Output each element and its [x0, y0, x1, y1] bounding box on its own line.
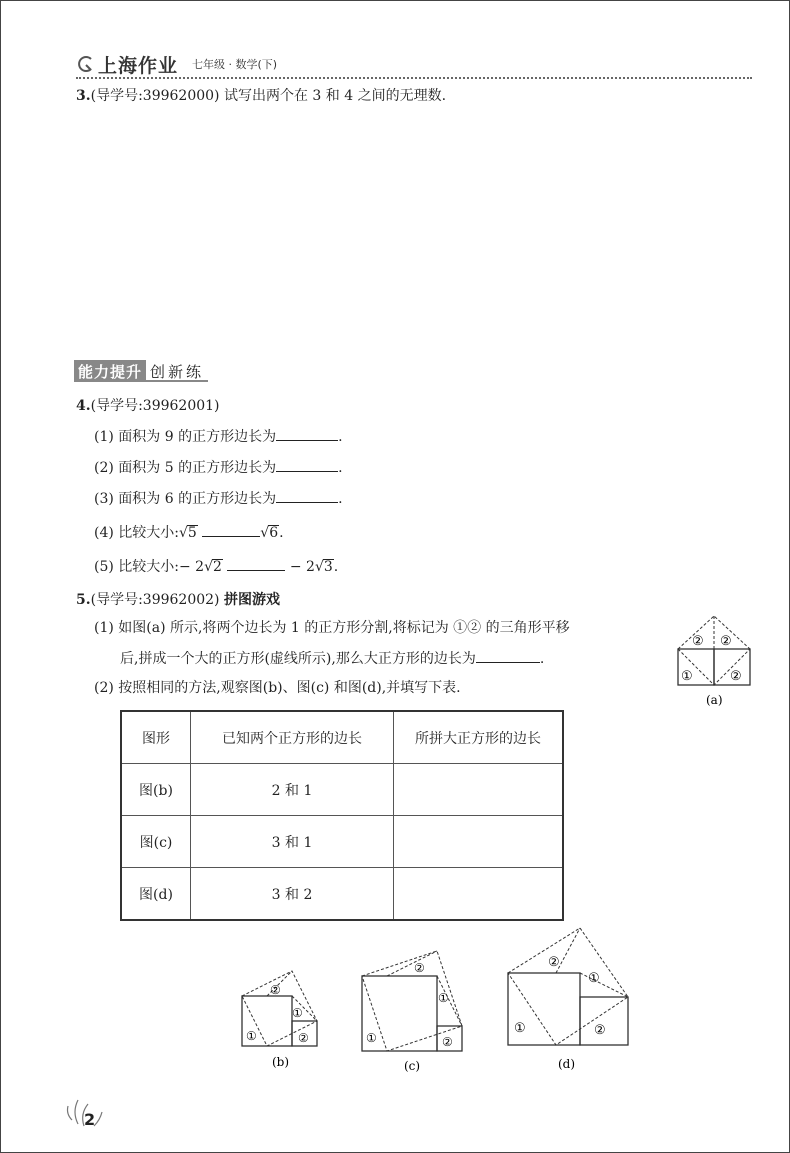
question-number: 5.: [76, 592, 91, 608]
question-text: (导学号:39962000) 试写出两个在 3 和 4 之间的无理数.: [90, 88, 447, 104]
table-header: 图形: [121, 711, 191, 764]
answer-cell[interactable]: [394, 764, 564, 816]
logo-icon: [76, 55, 94, 73]
mark-2: ②: [298, 1031, 309, 1045]
header: [76, 50, 277, 78]
answer-blank[interactable]: [276, 457, 338, 472]
figure-c: [356, 950, 468, 1076]
mark-1: ①: [366, 1031, 377, 1045]
question-text: (导学号:39962001): [90, 398, 220, 414]
mark-1: ①: [681, 669, 693, 684]
table-cell: 图(d): [121, 868, 191, 921]
table-header-row: [121, 711, 563, 764]
figure-caption: (a): [706, 693, 723, 707]
answer-cell[interactable]: [394, 816, 564, 868]
figure-caption: (d): [558, 1057, 576, 1071]
q5-part2: (2) 按照相同的方法,观察图(b)、图(c) 和图(d),并填写下表.: [94, 680, 461, 696]
figure-d: [502, 926, 632, 1076]
page-number: 2: [84, 1110, 96, 1129]
table-header: 所拼大正方形的边长: [394, 711, 564, 764]
mark-1: ①: [514, 1021, 526, 1036]
q4-item-2: (2) 面积为 5 的正方形边长为 .: [94, 457, 343, 478]
figure-a: [672, 612, 756, 708]
figure-b: [236, 970, 326, 1076]
mark-2: ②: [270, 983, 281, 997]
question-title: 拼图游戏: [223, 592, 280, 608]
question-text: (导学号:39962002): [90, 592, 220, 608]
answer-blank[interactable]: [276, 426, 338, 441]
brand-title: 上海作业: [98, 54, 179, 77]
mark-2: ②: [730, 669, 742, 684]
answer-blank[interactable]: [202, 522, 260, 537]
q4-item-3: (3) 面积为 6 的正方形边长为 .: [94, 488, 343, 509]
question-5: [76, 590, 280, 610]
mark-2: ②: [414, 961, 425, 975]
answer-cell[interactable]: [394, 868, 564, 921]
table-row: [121, 816, 563, 868]
section-title-right: 创新练: [146, 360, 208, 382]
section-banner: [74, 360, 234, 382]
question-number: 3.: [76, 88, 91, 104]
mark-2: ②: [720, 634, 732, 649]
table-row: [121, 764, 563, 816]
answer-blank[interactable]: [227, 556, 285, 571]
table-cell: 图(b): [121, 764, 191, 816]
mark-1: ①: [292, 1006, 303, 1020]
q4-item-4: (4) 比较大小:√5 √6.: [94, 522, 284, 543]
answer-blank[interactable]: [276, 488, 338, 503]
table-row: [121, 868, 563, 921]
table-cell: 3 和 2: [191, 868, 394, 921]
table-cell: 图(c): [121, 816, 191, 868]
q5-part1-line2: 后,拼成一个大的正方形(虚线所示),那么大正方形的边长为 .: [120, 648, 544, 669]
mark-1: ①: [246, 1029, 257, 1043]
mark-1: ①: [438, 991, 449, 1005]
table-header: 已知两个正方形的边长: [191, 711, 394, 764]
question-3: [76, 86, 446, 106]
mark-2: ②: [442, 1035, 453, 1049]
q4-item-1: (1) 面积为 9 的正方形边长为 .: [94, 426, 343, 447]
header-divider: [76, 77, 752, 79]
question-4: [76, 396, 220, 416]
mark-2: ②: [692, 634, 704, 649]
q5-part1-line1: (1) 如图(a) 所示,将两个边长为 1 的正方形分割,将标记为 ①② 的三角形平移: [94, 620, 570, 636]
section-title-left: 能力提升: [74, 360, 146, 382]
table-cell: 2 和 1: [191, 764, 394, 816]
figure-caption: (b): [272, 1055, 290, 1069]
mark-2: ②: [548, 955, 560, 970]
book-subtitle: 七年级 · 数学(下): [192, 58, 278, 71]
answer-table: [120, 710, 564, 921]
mark-1: ①: [588, 971, 600, 986]
question-number: 4.: [76, 398, 91, 414]
q4-item-5: (5) 比较大小:− 2√2 − 2√3.: [94, 556, 338, 577]
mark-2: ②: [594, 1023, 606, 1038]
figure-caption: (c): [404, 1059, 421, 1073]
answer-blank[interactable]: [476, 648, 540, 663]
table-cell: 3 和 1: [191, 816, 394, 868]
